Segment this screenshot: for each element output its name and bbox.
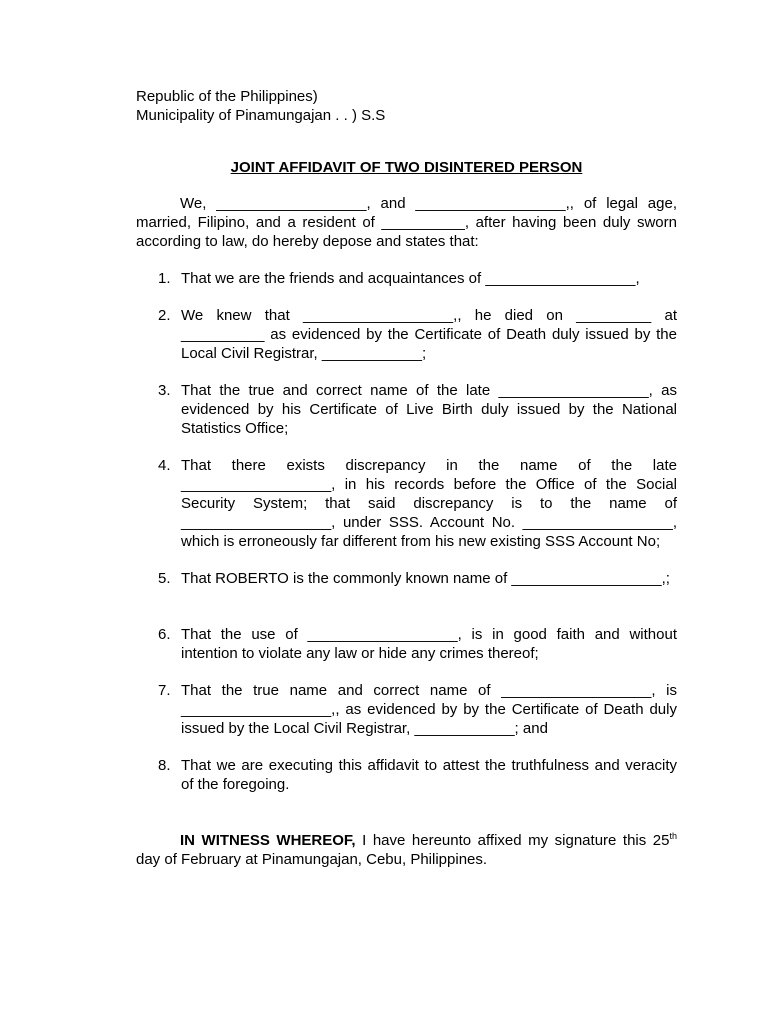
list-item xyxy=(136,625,677,663)
witness-text-part2: day of February at Pinamungajan, Cebu, Philippines. xyxy=(136,851,488,868)
list-item xyxy=(136,306,677,363)
item-text: That the true name and correct name of __________________, is __________________,, as evidenced by by the Certificate of Death duly issued by the Local Civil Registrar, ____________; and xyxy=(181,682,677,737)
item-text: That there exists discrepancy in the name of the late __________________, in his records before the Office of the Social Security System; that said discrepancy is to the name of __________________, under SSS. Account No. __________________, which is erroneously far different from his new existing SSS Account No; xyxy=(181,457,677,550)
item-text: That we are executing this affidavit to attest the truthfulness and veracity of the foregoing. xyxy=(181,757,677,793)
ordinal-suffix: th xyxy=(669,831,677,841)
list-item xyxy=(136,381,677,438)
item-number: 7. xyxy=(158,682,171,699)
item-text: We knew that __________________,, he died on _________ at __________ as evidenced by the Certificate of Death duly issued by the Local Civil Registrar, ____________; xyxy=(181,307,677,362)
item-number: 6. xyxy=(158,626,171,643)
list-item xyxy=(136,269,677,288)
item-number: 4. xyxy=(158,457,171,474)
document-title: JOINT AFFIDAVIT OF TWO DISINTERED PERSON xyxy=(230,159,583,176)
witness-heading: IN WITNESS WHEREOF, xyxy=(180,832,356,849)
header-municipality: Municipality of Pinamungajan . . ) S.S xyxy=(136,107,386,124)
item-number: 2. xyxy=(158,307,171,324)
item-text: That the true and correct name of the late __________________, as evidenced by his Certificate of Live Birth duly issued by the National Statistics Office; xyxy=(181,382,677,437)
list-item xyxy=(136,569,677,588)
intro-paragraph: We, __________________, and __________________,, of legal age, married, Filipino, and a resident of __________, after having been duly sworn according to law, do hereby depose and states that: xyxy=(136,195,677,250)
witness-text-part1: I have hereunto affixed my signature this 25 xyxy=(355,832,670,849)
header-republic: Republic of the Philippines) xyxy=(136,88,318,105)
item-text: That we are the friends and acquaintances of __________________, xyxy=(181,270,640,287)
affidavit-items xyxy=(136,269,677,794)
witness-paragraph xyxy=(136,831,677,869)
item-text: That ROBERTO is the commonly known name of __________________,; xyxy=(181,570,670,587)
item-number: 8. xyxy=(158,757,171,774)
list-item xyxy=(136,456,677,551)
list-item xyxy=(136,756,677,794)
item-number: 3. xyxy=(158,382,171,399)
item-number: 1. xyxy=(158,270,171,287)
list-item xyxy=(136,681,677,738)
item-text: That the use of __________________, is in good faith and without intention to violate any law or hide any crimes thereof; xyxy=(181,626,677,662)
item-number: 5. xyxy=(158,570,171,587)
